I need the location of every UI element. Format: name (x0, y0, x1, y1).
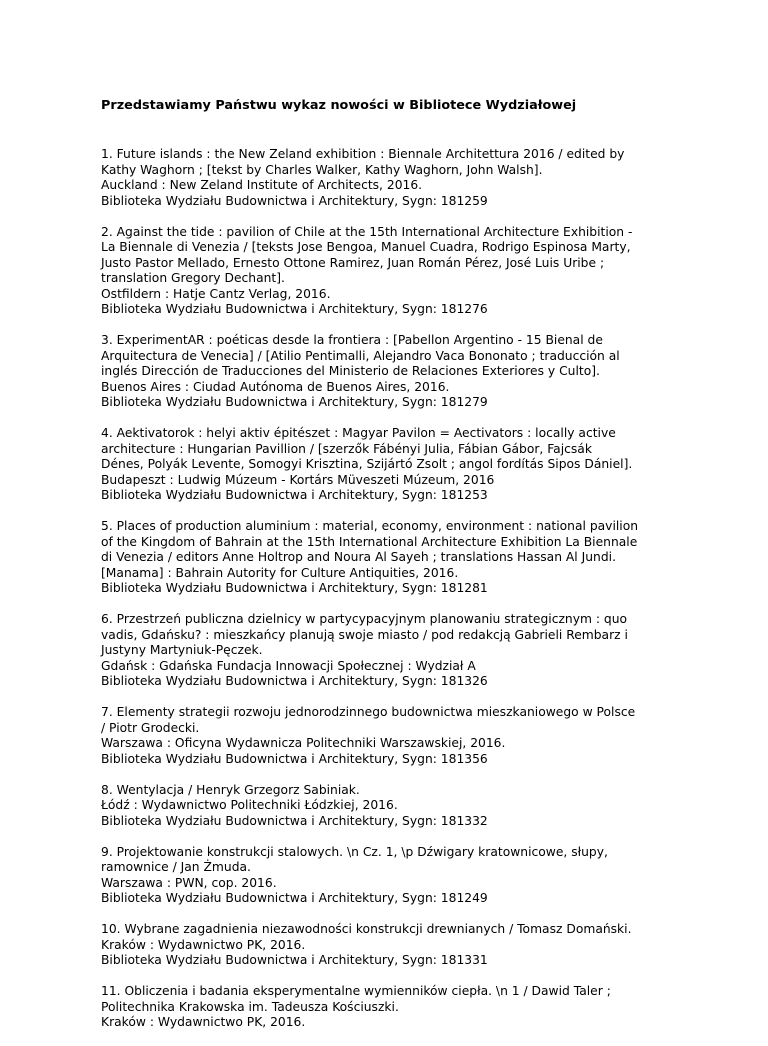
book-title-line: translation Gregory Dechant]. (101, 271, 285, 285)
book-title-line: Dénes, Polyák Levente, Somogyi Krisztina, Szijártó Zsolt ; angol fordítás Sipos Dániel]. (101, 457, 633, 471)
page-heading: Przedstawiamy Państwu wykaz nowości w Bibliotece Wydziałowej (101, 98, 577, 113)
book-title-line: 10. Wybrane zagadnienia niezawodności konstrukcji drewnianych / Tomasz Domański. (101, 922, 632, 936)
book-entry (101, 922, 667, 969)
book-title-line: 6. Przestrzeń publiczna dzielnicy w partycypacyjnym planowaniu strategicznym : quo (101, 612, 628, 626)
book-title-line: 4. Aektivatorok : helyi aktiv épitészet : Magyar Pavilon = Aectivators : locally active (101, 426, 616, 440)
book-title-line: 1. Future islands : the New Zeland exhibition : Biennale Architettura 2016 / edited by (101, 147, 625, 161)
book-title-line: 5. Places of production aluminium : material, economy, environment : national pavilion (101, 519, 639, 533)
book-entry (101, 225, 667, 318)
book-location: Biblioteka Wydziału Budownictwa i Architektury, Sygn: 181259 (101, 193, 488, 208)
book-title-line: Kathy Waghorn ; [tekst by Charles Walker, Kathy Waghorn, John Walsh]. (101, 162, 543, 177)
book-location: Biblioteka Wydziału Budownictwa i Architektury, Sygn: 181249 (101, 891, 488, 905)
book-publisher: Buenos Aires : Ciudad Autónoma de Buenos Aires, 2016. (101, 379, 450, 394)
book-title-line: ramownice / Jan Żmuda. (101, 860, 251, 874)
book-title-line: Justo Pastor Mellado, Ernesto Ottone Ramirez, Juan Román Pérez, José Luis Uribe ; (101, 255, 605, 270)
book-title-line: 9. Projektowanie konstrukcji stalowych. \n Cz. 1, \p Dźwigary kratownicowe, słupy, (101, 844, 608, 859)
book-publisher: Auckland : New Zeland Institute of Architects, 2016. (101, 178, 423, 192)
book-publisher: Gdańsk : Gdańska Fundacja Innowacji Społecznej : Wydział A (101, 658, 476, 673)
book-title-line: Arquitectura de Venecia] / [Atilio Pentimalli, Alejandro Vaca Bononato ; traducción al (101, 348, 620, 363)
new-books-list (101, 147, 667, 1046)
book-title-line: Justyny Martyniuk-Pęczek. (101, 643, 263, 657)
book-entry (101, 333, 667, 411)
book-entry (101, 783, 667, 830)
book-title-line: Politechnika Krakowska im. Tadeusza Kościuszki. (101, 999, 399, 1014)
book-entry (101, 612, 667, 690)
book-entry (101, 519, 667, 597)
book-title-line: 2. Against the tide : pavilion of Chile at the 15th International Architecture Exhibition - (101, 224, 633, 239)
book-title-line: inglés Dirección de Traducciones del Ministerio de Relaciones Exteriores y Culto]. (101, 364, 600, 378)
book-entry (101, 426, 667, 504)
book-location: Biblioteka Wydziału Budownictwa i Architektury, Sygn: 181356 (101, 751, 488, 766)
book-title-line: 8. Wentylacja / Henryk Grzegorz Sabiniak. (101, 782, 360, 797)
book-publisher: Kraków : Wydawnictwo PK, 2016. (101, 1015, 306, 1029)
book-location: Biblioteka Wydziału Budownictwa i Architektury, Sygn: 181279 (101, 395, 488, 409)
book-title-line: 7. Elementy strategii rozwoju jednorodzinnego budownictwa mieszkaniowego w Polsce (101, 705, 636, 719)
book-title-line: 11. Obliczenia i badania eksperymentalne wymienników ciepła. \n 1 / Dawid Taler ; (101, 984, 611, 998)
book-location: Biblioteka Wydziału Budownictwa i Architektury, Sygn: 181331 (101, 953, 488, 967)
book-title-line: di Venezia / editors Anne Holtrop and Noura Al Sayeh ; translations Hassan Al Jundi. (101, 550, 616, 564)
book-publisher: Ostfildern : Hatje Cantz Verlag, 2016. (101, 286, 331, 301)
book-publisher: Łódź : Wydawnictwo Politechniki Łódzkiej, 2016. (101, 798, 398, 812)
book-location: Biblioteka Wydziału Budownictwa i Architektury, Sygn: 181281 (101, 581, 488, 595)
book-title-line: vadis, Gdańsku? : mieszkańcy planują swoje miasto / pod redakcją Gabrieli Rembarz i (101, 627, 628, 642)
book-location: Biblioteka Wydziału Budownictwa i Architektury, Sygn: 181332 (101, 813, 488, 828)
book-entry (101, 845, 667, 907)
book-title-line: 3. ExperimentAR : poéticas desde la frontiera : [Pabellon Argentino - 15 Bienal de (101, 333, 603, 347)
book-publisher: Warszawa : PWN, cop. 2016. (101, 875, 277, 890)
book-title-line: / Piotr Grodecki. (101, 720, 200, 735)
book-publisher: Warszawa : Oficyna Wydawnicza Politechniki Warszawskiej, 2016. (101, 736, 506, 750)
book-title-line: La Biennale di Venezia / [teksts Jose Bengoa, Manuel Cuadra, Rodrigo Espinosa Marty, (101, 240, 631, 254)
book-entry (101, 147, 667, 209)
book-publisher: Budapeszt : Ludwig Múzeum - Kortárs Müveszeti Múzeum, 2016 (101, 472, 495, 487)
book-location: Biblioteka Wydziału Budownictwa i Architektury, Sygn: 181326 (101, 674, 488, 688)
book-location: Biblioteka Wydziału Budownictwa i Architektury, Sygn: 181276 (101, 302, 488, 316)
book-publisher: [Manama] : Bahrain Autority for Culture Antiquities, 2016. (101, 565, 459, 580)
book-title-line: of the Kingdom of Bahrain at the 15th International Architecture Exhibition La Biennale (101, 534, 638, 549)
book-entry (101, 705, 667, 767)
book-entry (101, 984, 667, 1031)
book-publisher: Kraków : Wydawnictwo PK, 2016. (101, 937, 306, 952)
book-location: Biblioteka Wydziału Budownictwa i Architektury, Sygn: 181253 (101, 488, 488, 502)
book-title-line: architecture : Hungarian Pavillion / [szerzők Fábényi Julia, Fábian Gábor, Fajcsák (101, 441, 592, 456)
